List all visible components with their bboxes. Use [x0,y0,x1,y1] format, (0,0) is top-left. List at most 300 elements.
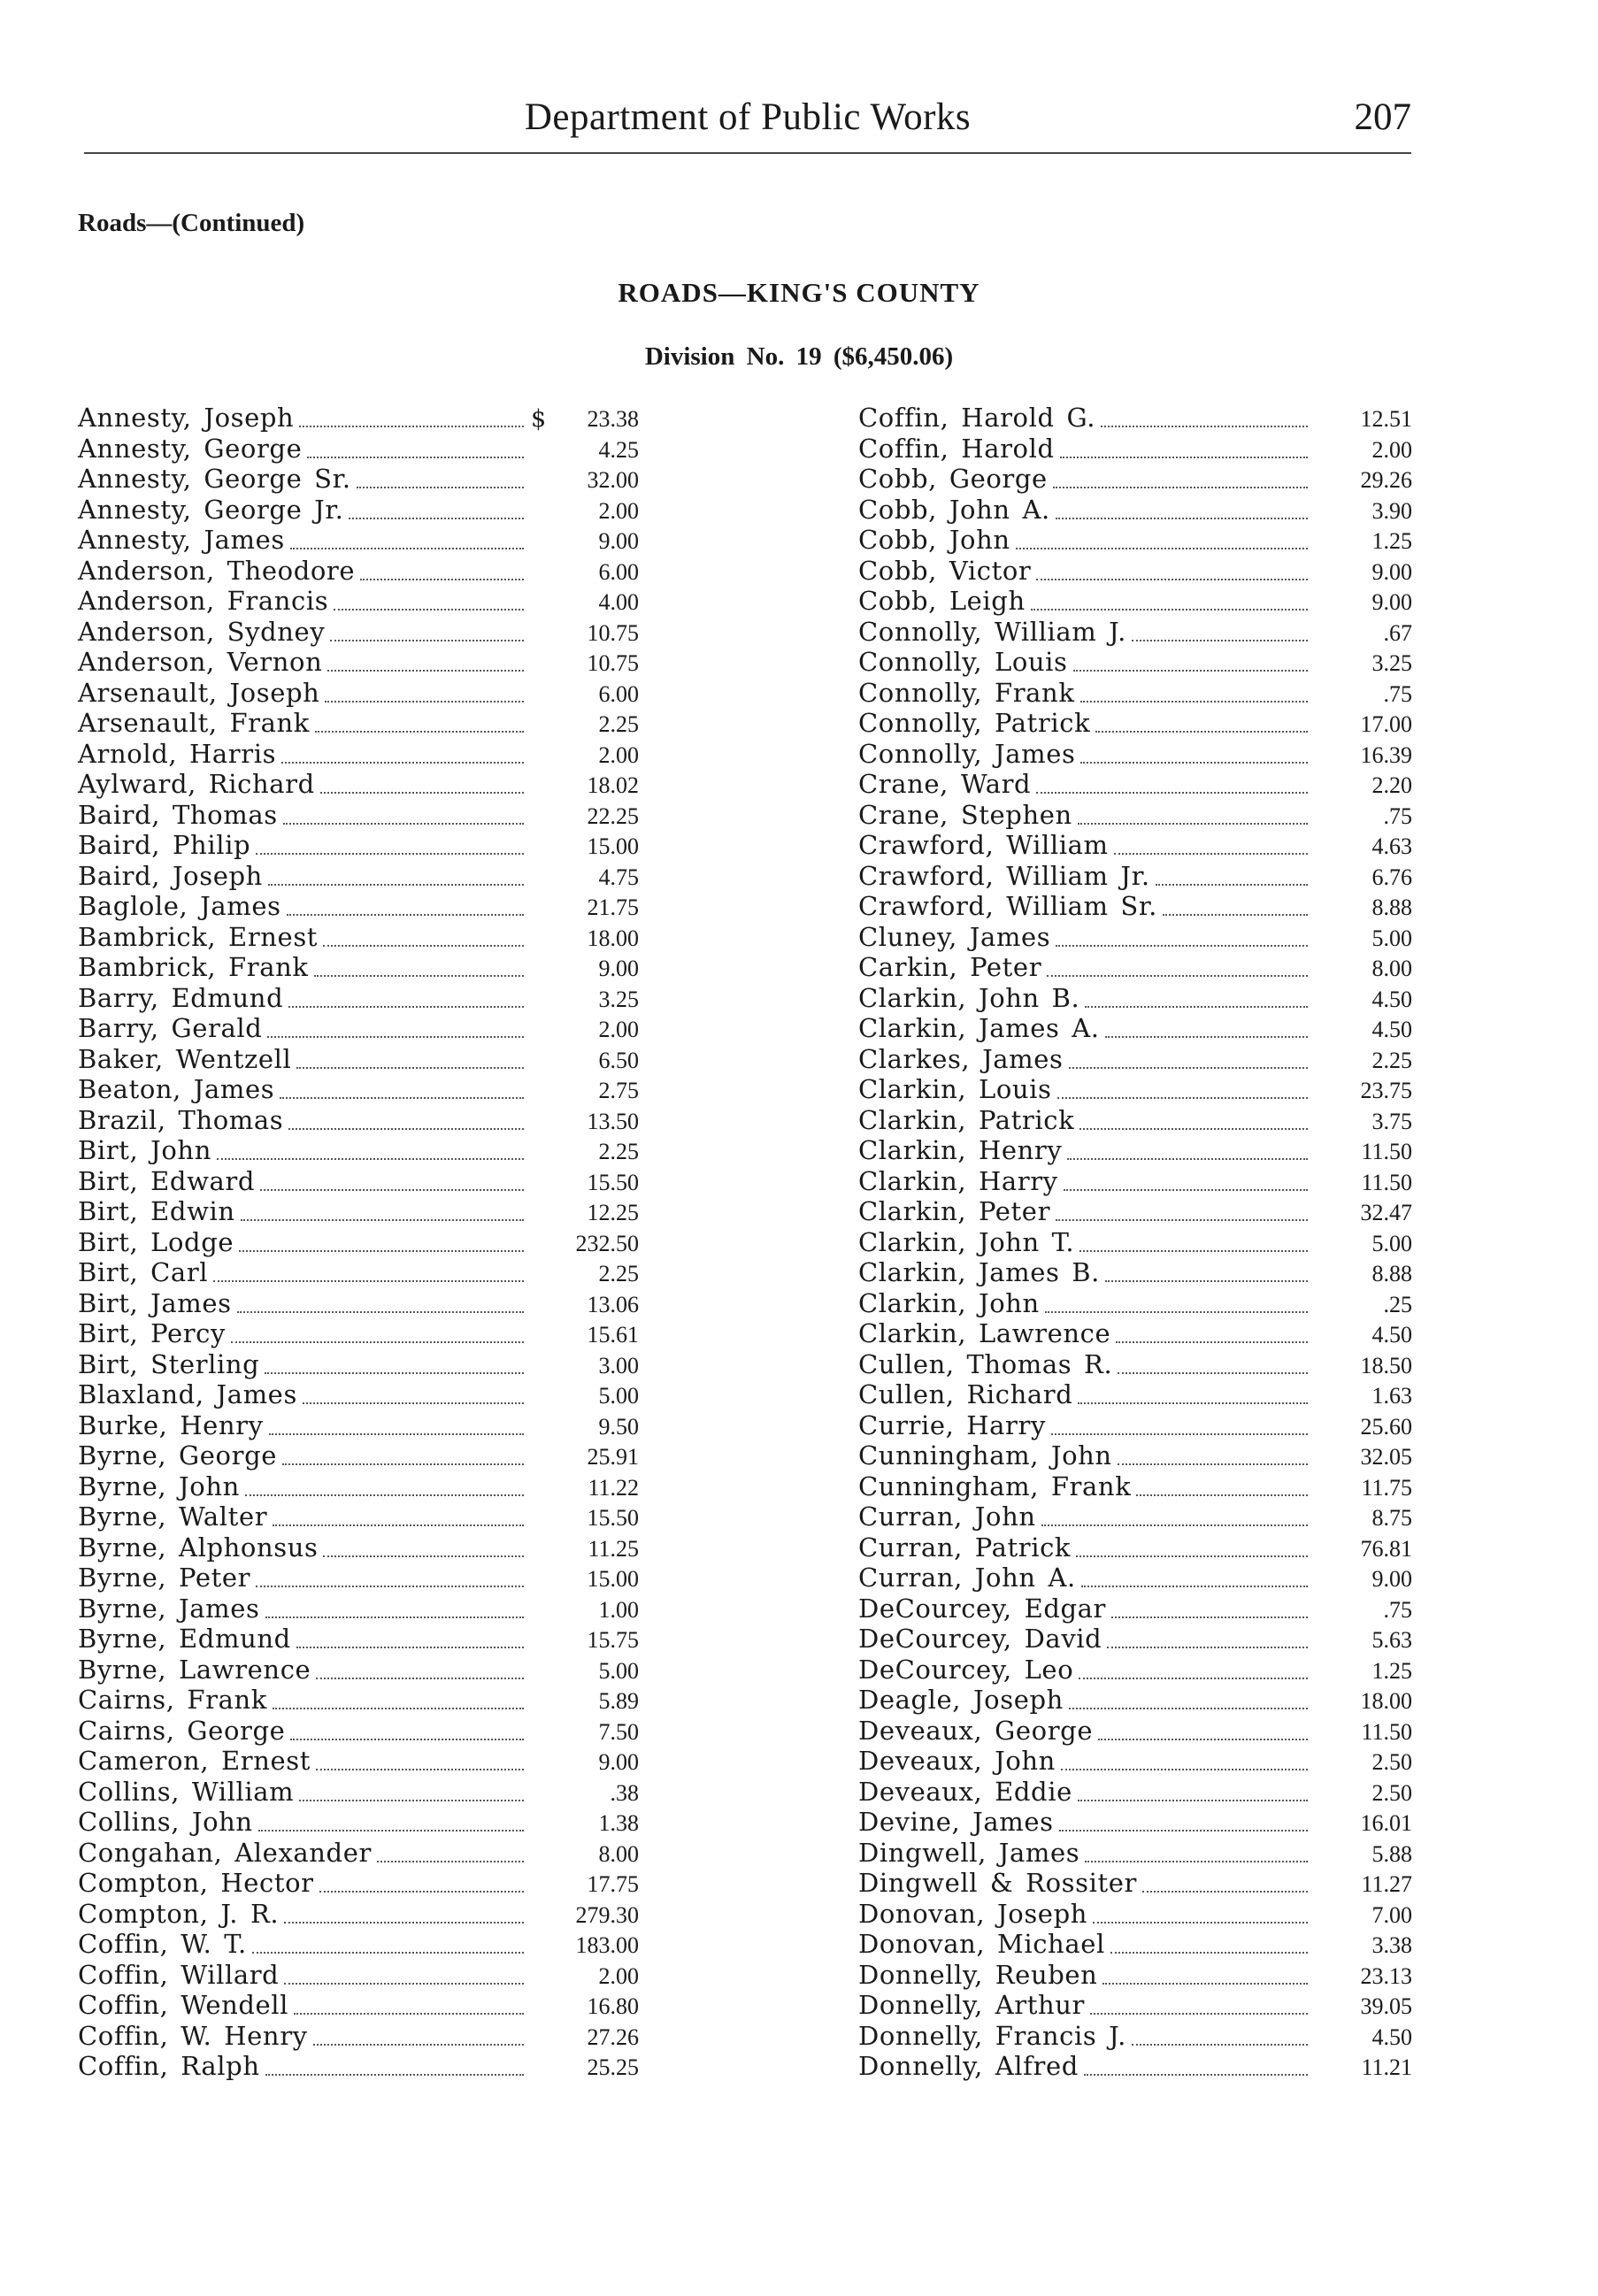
list-item [78,1746,639,1777]
payment-amount: 25.60 [1360,1413,1412,1440]
payee-name: Donnelly, Reuben [858,1959,1098,1990]
dot-leader [1056,1219,1308,1221]
list-item [78,1379,639,1410]
payment-amount: 8.88 [1371,1261,1412,1286]
dot-leader [1080,701,1308,703]
payee-name: Compton, J. R. [78,1898,280,1929]
dot-leader [323,945,524,947]
payment-amount: 17.75 [587,1871,639,1897]
list-item [78,1593,639,1624]
list-item [78,830,639,861]
dot-leader [1041,1524,1308,1526]
payment-amount: 11.50 [1361,1139,1412,1164]
division-heading: Division No. 19 ($6,450.06) [644,342,954,371]
payee-name: Deveaux, John [858,1746,1056,1776]
payment-amount: 15.50 [587,1505,639,1531]
payee-name: Deagle, Joseph [858,1685,1064,1715]
dot-leader [1116,1341,1308,1343]
payee-name: Deveaux, Eddie [858,1776,1072,1807]
list-item [78,1471,639,1502]
payment-amount: 6.00 [598,558,639,585]
payee-name: Compton, Hector [78,1868,314,1898]
payment-amount: 13.50 [587,1108,639,1134]
payee-name: Blaxland, James [78,1379,297,1409]
payee-name: Annesty, James [78,525,285,555]
dot-leader [377,1861,524,1862]
list-item [858,586,1412,617]
list-item [858,1196,1412,1227]
list-item [78,1929,639,1960]
payment-amount: .75 [1383,1596,1412,1623]
payment-amount: 11.21 [1361,2054,1412,2080]
dot-leader [1016,548,1308,549]
payment-amount: 2.25 [598,1261,639,1286]
dot-leader [1036,792,1308,794]
dot-leader [1093,1922,1308,1924]
payment-amount: .75 [1383,680,1412,707]
payment-amount: 8.00 [598,1840,639,1867]
list-item [858,1624,1412,1655]
list-item [858,983,1412,1014]
payee-name: Crawford, William [858,830,1109,860]
dot-leader [213,1280,524,1282]
payment-amount: 2.20 [1371,772,1412,798]
payment-amount: 2.00 [1371,436,1412,463]
list-item [78,2051,639,2082]
payee-name: Dingwell & Rossiter [858,1868,1137,1898]
dot-leader [334,609,524,610]
payment-amount: 1.38 [598,1810,639,1836]
left-column-list [78,403,639,2082]
dot-leader [1105,1036,1308,1038]
payee-name: Donnelly, Alfred [858,2051,1079,2081]
dot-leader [1156,884,1308,886]
dot-leader [294,2013,524,2015]
list-item [78,1838,639,1869]
list-item [78,922,639,953]
list-item [78,1288,639,1319]
payee-name: Arsenault, Joseph [78,677,320,708]
payee-name: Clarkin, Henry [858,1135,1063,1165]
payee-name: Barry, Edmund [78,982,284,1013]
dot-leader [252,1952,524,1954]
dot-leader [1078,1402,1308,1404]
dot-leader [265,1616,525,1618]
payment-amount: 29.26 [1360,467,1412,493]
payment-amount: 6.50 [598,1047,639,1073]
list-item [858,1929,1412,1960]
payee-name: Congahan, Alexander [78,1837,372,1868]
payee-name: Byrne, Alphonsus [78,1532,319,1563]
dot-leader [260,1189,524,1191]
payment-amount: 27.26 [587,2023,639,2050]
list-item [78,739,639,770]
dot-leader [1067,1158,1308,1160]
payment-amount: 3.25 [598,986,639,1012]
payee-name: Arnold, Harris [78,738,277,769]
list-item [858,1685,1412,1716]
list-item [858,1074,1412,1105]
payment-amount: 2.00 [598,741,639,768]
payment-amount: 76.81 [1360,1535,1412,1562]
payment-amount: 8.00 [1371,956,1412,981]
list-item [858,861,1412,892]
list-item [858,1807,1412,1838]
payee-name: Coffin, Harold [858,433,1055,464]
payment-amount: .75 [1383,802,1412,829]
list-item [78,1563,639,1593]
dot-leader [1102,1983,1308,1985]
dot-leader [281,762,524,764]
list-item [858,1777,1412,1808]
list-item [78,525,639,556]
payment-amount: 279.30 [575,1901,639,1928]
dot-leader [316,1678,524,1679]
payee-name: Baker, Wentzell [78,1043,292,1074]
dot-leader [1060,457,1308,458]
payee-name: Anderson, Sydney [78,616,326,647]
payee-name: Cameron, Ernest [78,1746,311,1776]
payee-name: Cullen, Richard [858,1379,1073,1409]
payee-name: DeCourcey, Leo [858,1654,1074,1685]
list-item [858,1105,1412,1136]
list-item [78,1532,639,1563]
dot-leader [330,640,524,641]
payment-amount: .38 [610,1779,639,1806]
payee-name: Cairns, George [78,1715,286,1746]
payee-name: Connolly, Frank [858,677,1075,708]
list-item [858,1440,1412,1471]
dot-leader [1107,1647,1308,1648]
dot-leader [1047,975,1308,977]
payment-amount: 5.00 [598,1657,639,1684]
list-item [78,1624,639,1655]
payee-name: Byrne, Peter [78,1563,251,1593]
payment-amount: 2.50 [1371,1779,1412,1806]
payee-name: Clarkes, James [858,1043,1064,1074]
dot-leader [323,1555,524,1557]
payee-name: Arsenault, Frank [78,708,310,738]
dot-leader [1056,945,1308,947]
payment-amount: 10.75 [587,619,639,646]
payee-name: Coffin, Wendell [78,1990,289,2020]
payee-name: Bambrick, Frank [78,952,309,982]
list-item [78,1013,639,1044]
dot-leader [1079,1678,1308,1679]
payee-name: Devine, James [858,1807,1054,1837]
list-item [78,1166,639,1197]
payee-name: Clarkin, Louis [858,1074,1052,1104]
dot-leader [237,1311,524,1313]
payment-amount: 23.13 [1360,1962,1412,1989]
list-item [858,1349,1412,1380]
list-item [78,1410,639,1441]
list-item [858,800,1412,831]
payee-name: Anderson, Theodore [78,555,356,586]
payee-name: Barry, Gerald [78,1013,263,1043]
dot-leader [241,1219,524,1221]
dot-leader [283,823,524,825]
dot-leader [1085,1006,1308,1008]
dot-leader [1081,1586,1308,1587]
list-item [858,769,1412,800]
list-item [858,1288,1412,1319]
payee-name: Baird, Joseph [78,860,263,891]
dot-leader [273,1524,524,1526]
list-item [78,800,639,831]
list-item [78,769,639,800]
list-item [858,830,1412,861]
payment-amount: 5.00 [1371,1230,1412,1256]
payee-name: Annesty, Joseph [78,403,295,433]
payment-amount: 5.88 [1371,1840,1412,1867]
dot-leader [288,1006,524,1008]
payment-amount: 3.75 [1371,1108,1412,1134]
payment-amount: 32.47 [1360,1200,1412,1225]
list-item [78,678,639,709]
dot-leader [299,1800,524,1801]
payee-name: Cobb, John [858,525,1010,555]
dot-leader [269,1433,524,1435]
list-item [858,1471,1412,1502]
dot-leader [256,853,524,855]
dot-leader [1085,1861,1308,1862]
payment-amount: 3.38 [1371,1932,1412,1958]
list-item [78,403,639,434]
payment-amount: 11.50 [1361,1169,1412,1195]
list-item [858,1593,1412,1624]
dot-leader [273,1708,524,1709]
payee-name: Byrne, Edmund [78,1624,291,1654]
dot-leader [290,548,524,549]
list-item [858,1318,1412,1349]
payee-name: Crawford, William Sr. [858,891,1157,921]
list-item [858,403,1412,434]
payment-amount: 9.00 [1371,558,1412,585]
payee-name: Curran, John A. [858,1563,1076,1593]
list-item [78,586,639,617]
payee-name: Clarkin, Lawrence [858,1318,1111,1348]
dot-leader [1163,914,1308,916]
dot-leader [287,914,524,916]
list-item [78,1899,639,1930]
payment-amount: 8.88 [1371,895,1412,920]
dot-leader [217,1158,524,1160]
dot-leader [1095,731,1308,733]
list-item [858,708,1412,739]
payee-name: Collins, John [78,1807,253,1837]
payee-name: Baird, Thomas [78,799,278,830]
payment-amount: .25 [1383,1291,1412,1317]
dot-leader [357,487,524,488]
list-item [858,1013,1412,1044]
dot-leader [1136,1494,1308,1496]
payment-amount: 3.90 [1371,497,1412,524]
payee-name: Deveaux, George [858,1715,1094,1746]
payment-amount: 21.75 [587,895,639,920]
list-item [78,891,639,922]
payment-amount: 1.00 [598,1596,639,1623]
payment-amount: 18.50 [1360,1352,1412,1378]
payment-amount: 15.50 [587,1169,639,1195]
county-heading: ROADS—KING'S COUNTY [618,277,980,308]
payee-name: Connolly, William J. [858,616,1126,647]
payee-name: Byrne, James [78,1593,260,1624]
payment-amount: 11.75 [1361,1474,1412,1501]
payee-name: Birt, Lodge [78,1226,234,1257]
dot-leader [296,1647,524,1648]
payment-amount: 4.75 [598,864,639,890]
dot-leader [1073,670,1308,672]
list-item [78,434,639,465]
dot-leader [327,670,524,672]
list-item [858,1746,1412,1777]
list-item [858,1899,1412,1930]
list-item [858,1135,1412,1166]
payment-amount: 2.25 [1371,1047,1412,1073]
payment-amount: 7.00 [1371,1901,1412,1928]
payee-name: Brazil, Thomas [78,1104,284,1135]
dot-leader [1084,2074,1308,2076]
list-item [858,1655,1412,1686]
payment-amount: 183.00 [575,1932,639,1958]
payee-name: Byrne, John [78,1471,240,1501]
payment-amount: 5.63 [1371,1627,1412,1653]
dot-leader [1118,1372,1308,1374]
dot-leader [1090,2013,1308,2015]
payment-amount: 5.00 [598,1383,639,1409]
list-item [78,983,639,1014]
payment-amount: 4.50 [1371,2023,1412,2050]
payee-name: Birt, Percy [78,1318,226,1348]
payment-amount: 18.00 [587,925,639,951]
dot-leader [1057,1097,1308,1099]
payment-amount: 9.00 [1371,589,1412,615]
list-item [858,525,1412,556]
dot-leader [1105,1280,1308,1282]
list-item [858,1990,1412,2021]
payee-name: Anderson, Francis [78,586,329,616]
dot-leader [1101,426,1308,427]
payment-amount: 1.63 [1371,1383,1412,1409]
payee-name: Birt, Sterling [78,1348,260,1379]
dot-leader [284,1983,524,1985]
dot-leader [320,792,524,794]
dot-leader [265,1372,524,1374]
list-item [78,1105,639,1136]
payee-name: Donovan, Joseph [858,1898,1088,1929]
list-item [858,1563,1412,1593]
dot-leader [1069,1708,1308,1709]
payee-name: Dingwell, James [858,1837,1080,1868]
dot-leader [290,1739,524,1740]
payee-name: Byrne, Lawrence [78,1654,311,1685]
payment-amount: 4.00 [598,589,639,615]
currency-symbol: $ [531,405,547,433]
payment-amount: 232.50 [575,1230,639,1256]
list-item [858,1257,1412,1288]
payee-name: Cobb, John A. [858,494,1050,525]
payment-amount: 22.25 [587,802,639,829]
dot-leader [245,1494,524,1496]
payment-amount: 4.50 [1371,986,1412,1012]
list-item [78,1227,639,1258]
payment-amount: 1.25 [1371,1657,1412,1684]
payee-name: Clarkin, John T. [858,1226,1075,1257]
payee-name: Carkin, Peter [858,952,1042,982]
payee-name: Clarkin, James A. [858,1013,1100,1043]
payee-name: Byrne, Walter [78,1501,268,1532]
payee-name: Cairns, Frank [78,1685,267,1715]
list-item [858,1716,1412,1747]
payment-amount: 15.00 [587,833,639,859]
payment-amount: 15.00 [587,1566,639,1592]
payment-amount: 10.75 [587,650,639,676]
dot-leader [1061,1769,1308,1770]
page-number: 207 [1354,96,1411,138]
payment-amount: 39.05 [1360,1993,1412,2019]
list-item [858,952,1412,983]
payment-amount: 6.76 [1371,864,1412,890]
payment-amount: 18.02 [587,772,639,798]
payment-amount: 11.27 [1361,1871,1412,1897]
payment-amount: 6.00 [598,680,639,707]
payee-name: Currie, Harry [858,1409,1046,1440]
payee-name: Birt, James [78,1287,232,1318]
payment-amount: 9.50 [598,1413,639,1440]
payment-amount: 2.00 [598,1962,639,1989]
payee-name: Curran, John [858,1501,1036,1532]
list-item [78,617,639,648]
dot-leader [299,426,524,427]
list-item [78,647,639,678]
dot-leader [284,1922,524,1924]
dot-leader [1078,823,1308,825]
payee-name: Coffin, Willard [78,1959,280,1990]
right-column-list [858,403,1412,2082]
payee-name: Clarkin, John B. [858,982,1080,1013]
payment-amount: 17.00 [1360,711,1412,737]
payee-name: Coffin, W. Henry [78,2020,308,2051]
dot-leader [360,579,524,580]
payment-amount: 13.06 [587,1291,639,1317]
payment-amount: 9.00 [598,956,639,981]
list-item [858,922,1412,953]
payee-name: Donovan, Michael [858,1929,1105,1959]
payee-name: Cluney, James [858,921,1051,952]
payee-name: Clarkin, James B. [858,1257,1100,1287]
payee-name: Cullen, Thomas R. [858,1348,1113,1379]
list-item [78,1349,639,1380]
payment-amount: 9.00 [598,1749,639,1775]
payee-name: Connolly, James [858,738,1076,769]
list-item [78,1501,639,1532]
dot-leader [319,1891,524,1893]
payment-amount: 2.25 [598,1139,639,1164]
list-item [858,891,1412,922]
payee-name: Crane, Stephen [858,799,1072,830]
payee-name: Baird, Philip [78,830,251,860]
payment-amount: 2.00 [598,1017,639,1042]
dot-leader [239,1250,524,1252]
dot-leader [1076,1555,1308,1557]
payment-amount: 25.25 [587,2054,639,2080]
dot-leader [1132,2044,1308,2046]
list-item [858,1838,1412,1869]
dot-leader [1118,1463,1308,1465]
payee-name: Connolly, Louis [858,647,1068,677]
list-item [858,1227,1412,1258]
